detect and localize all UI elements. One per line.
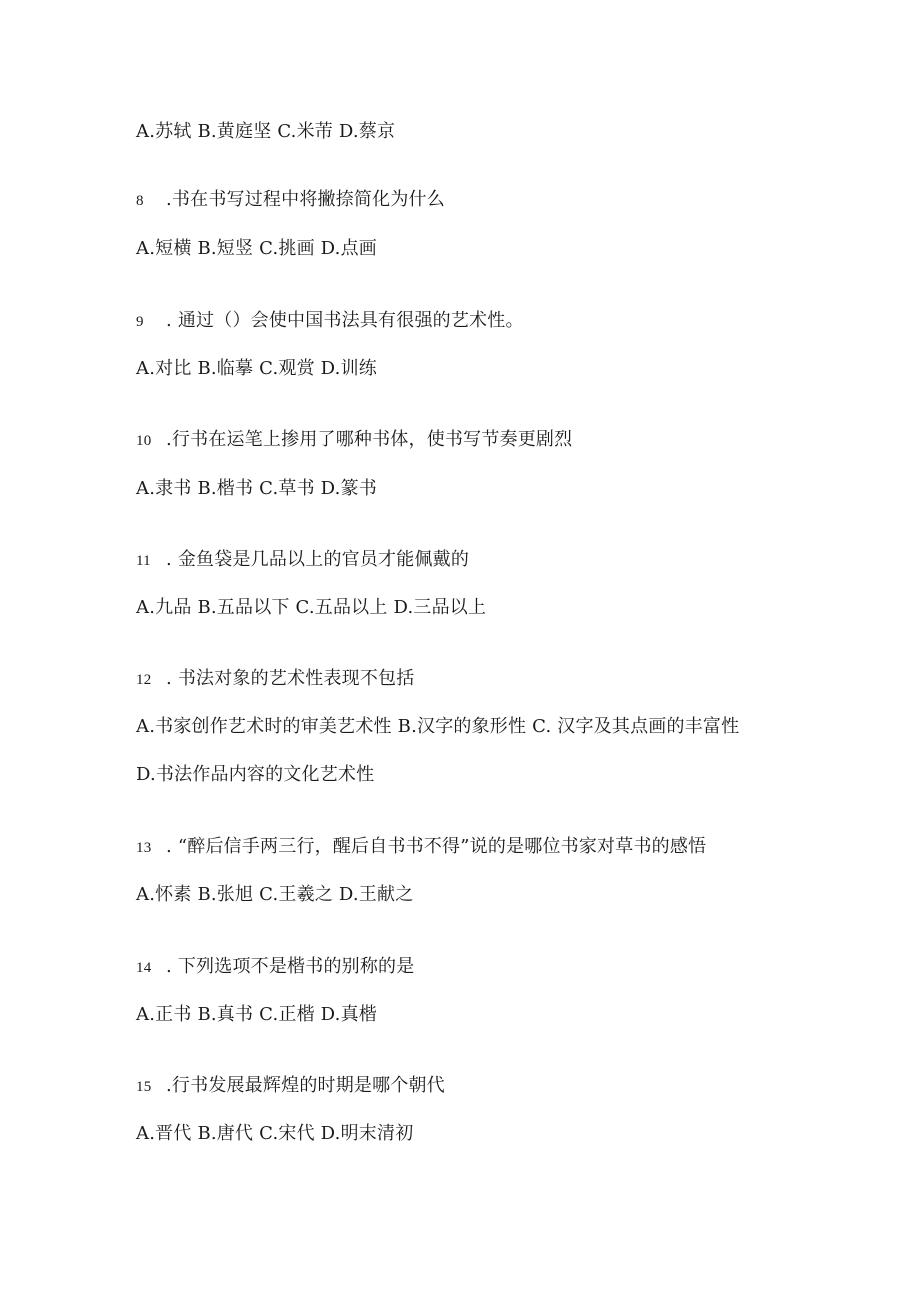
answer-options <box>136 357 377 381</box>
options-text: A.书家创作艺术时的审美艺术性 B.汉字的象形性 C. 汉字及其点画的丰富性 <box>136 716 740 737</box>
options-text: D.书法作品内容的文化艺术性 <box>136 764 375 785</box>
question-number: 9 <box>136 314 144 330</box>
question-number: 12 <box>136 672 152 688</box>
question-text: .书在书写过程中将撇捺简化为什么 <box>166 189 445 210</box>
question-text: . 书法对象的艺术性表现不包括 <box>166 668 415 689</box>
question-line <box>136 309 524 334</box>
question-number: 13 <box>136 840 152 856</box>
question-line <box>136 1074 445 1099</box>
answer-options <box>136 1003 377 1027</box>
question-number: 10 <box>136 433 152 449</box>
options-text: A.苏轼 B.黄庭坚 C.米芾 D.蔡京 <box>136 121 396 142</box>
question-line <box>136 667 414 692</box>
answer-options <box>136 883 413 907</box>
question-text: .行书发展最辉煌的时期是哪个朝代 <box>166 1075 445 1096</box>
answer-options <box>136 596 486 620</box>
question-line <box>136 428 572 453</box>
answer-options <box>136 237 377 261</box>
question-number: 11 <box>136 553 151 569</box>
question-line <box>136 955 414 980</box>
answer-options <box>136 120 395 144</box>
answer-options <box>136 1122 413 1146</box>
question-line <box>136 835 706 860</box>
question-number: 14 <box>136 960 152 976</box>
options-text: A.短横 B.短竖 C.挑画 D.点画 <box>136 238 377 259</box>
question-text: . 下列选项不是楷书的别称的是 <box>166 956 415 977</box>
options-text: A.怀素 B.张旭 C.王羲之 D.王献之 <box>136 884 414 905</box>
options-text: A.九品 B.五品以下 C.五品以上 D.三品以上 <box>136 597 487 618</box>
options-text: A.对比 B.临摹 C.观赏 D.训练 <box>136 358 377 379</box>
question-number: 15 <box>136 1079 152 1095</box>
question-text: . 金鱼袋是几品以上的官员才能佩戴的 <box>166 549 470 570</box>
question-line <box>136 188 445 213</box>
question-number: 8 <box>136 193 144 209</box>
question-text: . 通过（）会使中国书法具有很强的艺术性。 <box>166 310 524 331</box>
question-text: . “醉后信手两三行，醒后自书书不得”说的是哪位书家对草书的感悟 <box>166 836 707 857</box>
answer-options <box>136 763 374 787</box>
options-text: A.隶书 B.楷书 C.草书 D.篆书 <box>136 478 377 499</box>
options-text: A.正书 B.真书 C.正楷 D.真楷 <box>136 1004 377 1025</box>
question-line <box>136 548 469 573</box>
question-text: .行书在运笔上掺用了哪种书体，使书写节奏更剧烈 <box>166 429 573 450</box>
answer-options <box>136 477 377 501</box>
answer-options <box>136 715 739 739</box>
options-text: A.晋代 B.唐代 C.宋代 D.明末清初 <box>136 1123 414 1144</box>
